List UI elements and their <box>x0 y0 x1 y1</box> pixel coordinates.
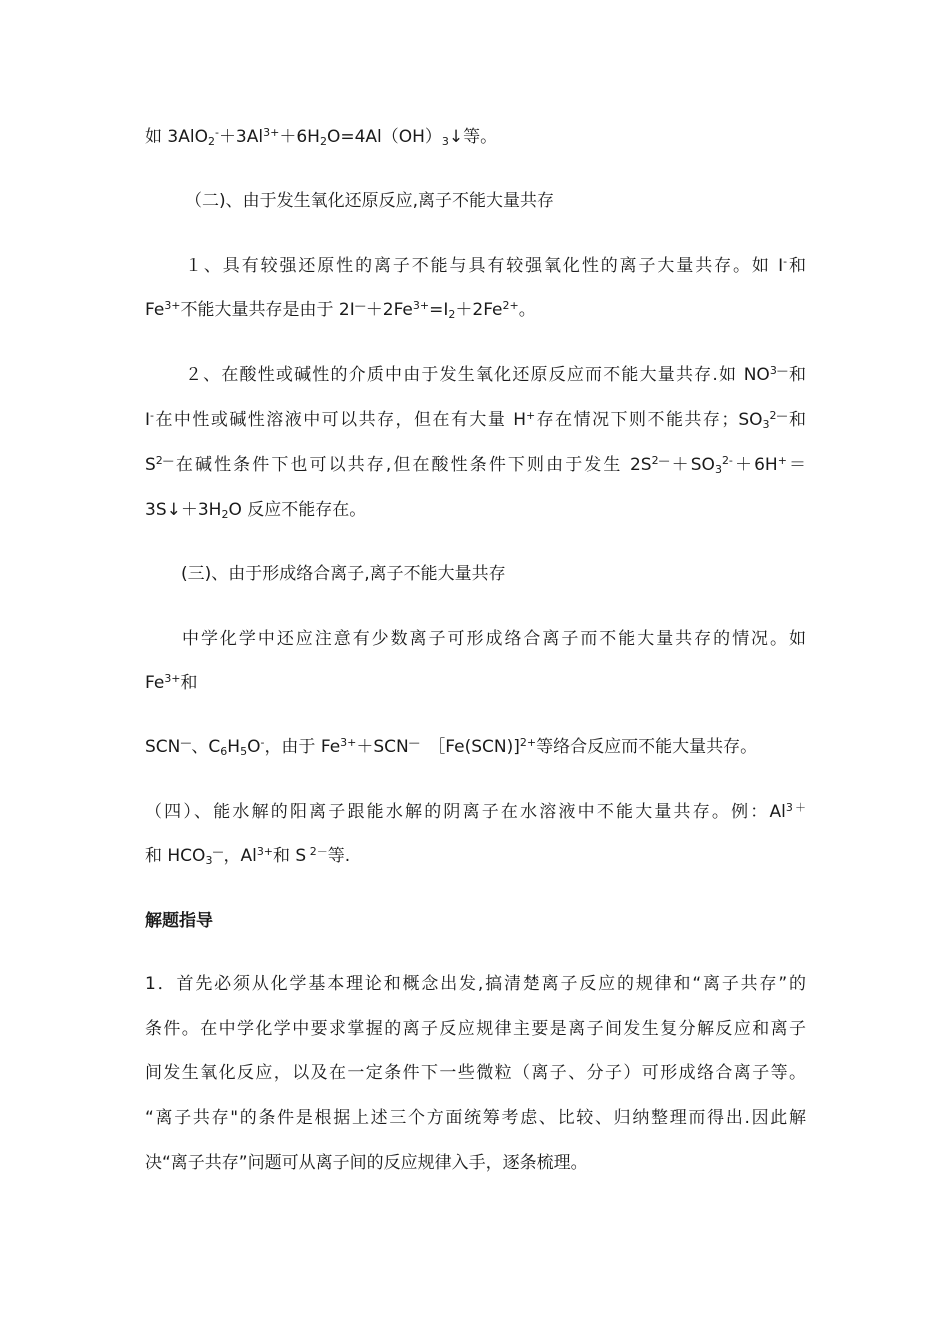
paragraph-2-line-3: $S^{2—}$在碱性条件下也可以共存,但在酸性条件下则由于发生 $2S^{2—}+SO_3^{2-}+6H^+=$ <box>145 454 806 476</box>
section-heading-complex: (三)、由于形成络合离子,离子不能大量共存 <box>181 564 506 584</box>
guide-line-1: 1．首先必须从化学基本理论和概念出发,搞清楚离子反应的规律和“离子共存”的 <box>145 974 806 994</box>
paragraph-3-line-2: $Fe^{3+}$和 <box>145 672 198 693</box>
guide-line-4: “离子共存"的条件是根据上述三个方面统筹考虑、比较、归纳整理而得出.因此解 <box>145 1108 806 1128</box>
paragraph-2-line-2: I-在中性或碱性溶液中可以共存，但在有大量 H+存在情况下则不能共存；$SO_3^{2—}$和 <box>145 409 806 431</box>
paragraph-4-line-2: 和 $HCO_3^—$，$Al^{3+}$和 S $^{2-}$等. <box>145 845 351 867</box>
paragraph-1-line-2: $Fe^{3+}$不能大量共存是由于 $2I^—+2Fe^{3+}=I_2+2Fe^{2+}$。 <box>145 299 536 321</box>
guide-line-5: 决“离子共存”问题可从离子间的反应规律入手，逐条梳理。 <box>145 1153 588 1173</box>
paragraph-4-line-1: （四）、能水解的阳离子跟能水解的阴离子在水溶液中不能大量共存。例：$Al^{3+}$ <box>145 801 806 822</box>
equation-line-aluminate: 如 $3AlO_2^-+3Al^{3+}+6H_2O=4Al(OH)_3↓$等。 <box>145 126 498 148</box>
paragraph-1-line-1: １、具有较强还原性的离子不能与具有较强氧化性的离子大量共存。如 I-和 <box>185 255 807 276</box>
section-heading-redox: （二)、由于发生氧化还原反应,离子不能大量共存 <box>185 191 555 211</box>
guide-line-2: 条件。在中学化学中要求掌握的离子反应规律主要是离子间发生复分解反应和离子 <box>145 1019 806 1039</box>
guide-title: 解题指导 <box>145 911 213 931</box>
paragraph-3-line-3: SCN—、$C_6H_5O^-$，由于 $Fe^{3+}+SCN^—$ ［Fe(SCN)]$^{2+}$等络合反应而不能大量共存。 <box>145 736 758 758</box>
paragraph-2-line-1: ２、在酸性或碱性的介质中由于发生氧化还原反应而不能大量共存.如 $NO^{3—}$和 <box>185 364 807 385</box>
paragraph-3-line-1: 中学化学中还应注意有少数离子可形成络合离子而不能大量共存的情况。如 <box>182 629 806 649</box>
paragraph-2-line-4: $3S↓+3H_2O$ 反应不能存在。 <box>145 500 367 521</box>
guide-line-3: 间发生氧化反应，以及在一定条件下一些微粒（离子、分子）可形成络合离子等。 <box>145 1063 806 1083</box>
